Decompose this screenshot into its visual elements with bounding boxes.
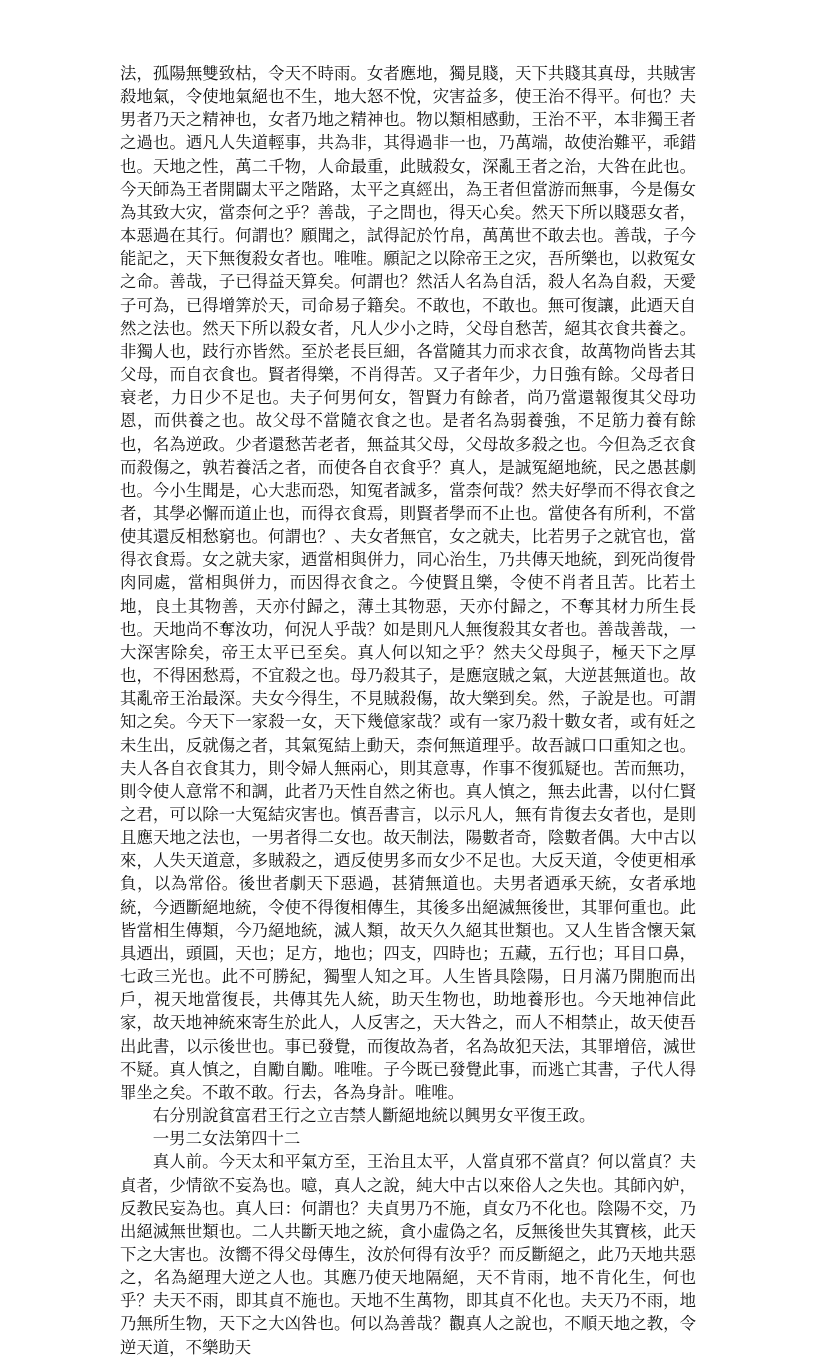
body-paragraph: 真人前。今天太和平氣方至，王治且太平，人當貞邪不當貞？何以當貞？夫貞者，少情欲不妄為也。噫，真人之說，純大中古以來俗人之失也。其師內妒，反教民妄為也。真人曰：何謂也？夫貞男乃不施，貞女乃不化也。陰陽不交，乃出絕滅無世類也。二人共斷天地之統，貪小虛偽之名，反無後世失其寶核，此天下之大害也。汝嚮不得父母傳生，汝於何得有汝乎？而反斷絕之，此乃天地共惡之，名為絕理大逆之人也。其應乃使天地隔絕，天不肯雨，地不肯化生，何也乎？夫天不雨，即其貞不施也。天地不生萬物，即其貞不化也。夫天乃不雨，地乃無所生物，天下之大凶咎也。何以為善哉？觀真人之說也，不順天地之教，令逆天道，不樂助天 — [120, 1152, 696, 1357]
document-page — [120, 62, 696, 1359]
section-heading: 一男二女法第四十二 — [152, 1129, 301, 1149]
body-paragraph: 法，孤陽無雙致枯，令天不時雨。女者應地，獨見賤，天下共賤其真母，共賊害殺地氣，令使地氣絕也不生，地大怒不悅，灾害益多，使王治不得平。何也？夫男者乃天之精神也，女者乃地之精神也。物以類相感動，王治不平，本非獨王者之過也。迺凡人失道輕事，共為非，其得過非一也，乃萬端，故使治難平，乖錯也。天地之性，萬二千物，人命最重，此賊殺女，深亂王者之治，大咎在此也。今天師為王者開闢太平之階路，太平之真經出，為王者但當游而無事，今是傷女為其致大灾，當柰何之乎？善哉，子之問也，得天心矣。然天下所以賤惡女者，本惡過在其行。何謂也？願聞之，試得記於竹帛，萬萬世不敢去也。善哉，子今能記之，天下無復殺女者也。唯唯。願記之以除帝王之灾，吾所樂也，以救冤女之命。善哉，子已得益天算矣。何謂也？然活人名為自活，殺人名為自殺，天愛子可為，已得增筭於天，司命易子籍矣。不敢也，不敢也。無可復讓，此迺天自然之法也。然天下所以殺女者，凡人少小之時，父母自愁苦，絕其衣食共養之。非獨人也，跂行亦皆然。至於老長巨細，各當隨其力而求衣食，故萬物尚皆去其父母，而自衣食也。賢者得樂，不肖得苦。又子者年少，力日強有餘。父母者日衰老，力日少不足也。夫子何男何女，智賢力有餘者，尚乃當還報復其父母功恩，而供養之也。故父母不當隨衣食之也。是者名為弱養強，不足筋力養有餘也，名為逆政。少者還愁苦老者，無益其父母，父母故多殺之也。今但為乏衣食而殺傷之，孰若養活之者，而使各自衣食乎？真人，是誠冤絕地統，民之愚甚劇也。今小生聞是，心大悲而恐，知冤者誠多，當柰何哉？然夫好學而不得衣食之者，其學必懈而道止也，而得衣食焉，則賢者學而不止也。當使各有所利，不當使其還反相愁窮也。何謂也？、夫女者無官，女之就夫，比若男子之就官也，當得衣食焉。女之就夫家，迺當相與併力，同心治生，乃共傳天地統，到死尚復骨肉同處，當相與併力，而因得衣食之。今使賢且樂，令使不肖者且苦。比若土地，良土其物善，天亦付歸之，薄土其物惡，天亦付歸之，不奪其材力所生長也。天地尚不奪汝功，何況人乎哉？如是則凡人無復殺其女者也。善哉善哉，一大深害除矣，帝王太平已至矣。真人何以知之乎？然夫父母與子，極天下之厚也，不得困愁焉，不宜殺之也。母乃殺其子，是應寇賊之氣，大逆甚無道也。故其亂帝王治最深。夫女今得生，不見賊殺傷，故大樂到矣。然，子說是也。可謂知之矣。今天下一家殺一女，天下幾億家哉？或有一家乃殺十數女者，或有妊之未生出，反就傷之者，其氣冤結上動天，柰何無道理乎。故吾誠口口重知之也。夫人各自衣食其力，則令婦人無兩心，則其意專，作事不復狐疑也。苦而無功，則令使人意常不和調，此者乃天性自然之術也。真人慎之，無去此書，以付仁賢之君，可以除一大冤結灾害也。慎吾書言，以示凡人，無有肯復去女者也，是則且應天地之法也，一男者得二女也。故天制法，陽數者奇，陰數者偶。大中古以來，人失天道意，多賊殺之，迺反使男多而女少不足也。大反天道，令使更相承負，以為常俗。後世者劇天下惡過，甚猜無道也。夫男者迺承天統，女者承地統，今迺斷絕地統，令使不得復相傳生，其後多出絕滅無後世，其罪何重也。此皆當相生傳類，今乃絕地統，滅人類，故天久久絕其世類也。又人生皆含懷天氣具迺出，頭圓，天也；足方，地也；四支，四時也；五藏，五行也；耳目口鼻，七政三光也。此不可勝紀，獨聖人知之耳。人生皆具陰陽，日月滿乃開胞而出戶，視天地當復長，共傳其先人統，助天生物也，助地養形也。今天地神信此家，故天地神統來寄生於此人，人反害之，天大咎之，而人不相禁止，故天使吾出此書，以示後世也。事已發覺，而復故為者，名為故犯天法，其罪增倍，滅世不疑。真人慎之，自勵自勵。唯唯。子今既已發覺此事，而逃亡其書，子代人得罪坐之矣。不敢不敢。行去，各為身計。唯唯。 — [120, 64, 696, 1102]
section-closing-note: 右分別說貧富君王行之立吉禁人斷絕地統以興男女平復王政。 — [152, 1106, 596, 1126]
